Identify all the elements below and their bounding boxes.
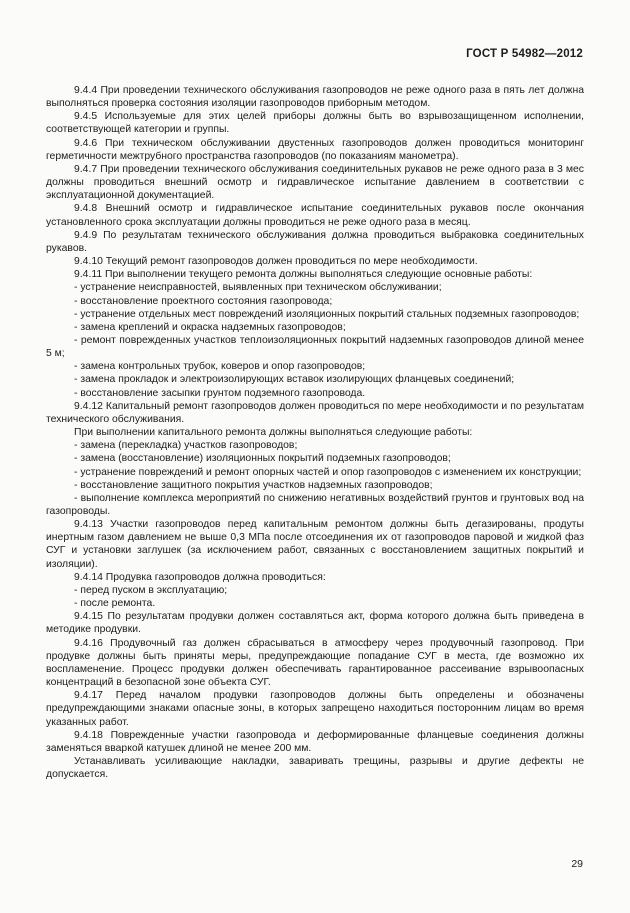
paragraph: 9.4.13 Участки газопроводов перед капитальным ремонтом должны быть дегазированы, продуты инертным газом давлением не выше 0,3 МПа после отсоединения их от газопроводов паровой и жидкой фаз СУГ и установки заглушек (за исключением работ, связанных с восстановлением защитных покрытий и изоляции). — [46, 519, 584, 570]
paragraph: 9.4.5 Используемые для этих целей приборы должны быть во взрывозащищенном исполнении, соответствующей категории и группы. — [46, 111, 584, 136]
paragraph: - замена прокладок и электроизолирующих вставок изолирующих фланцевых соединений; — [74, 374, 515, 386]
paragraph: 9.4.10 Текущий ремонт газопроводов должен проводиться по мере необходимости. — [74, 256, 478, 268]
paragraph: 9.4.17 Перед началом продувки газопроводов должны быть определены и обозначены предупреждающими знаками опасные зоны, в которых запрещено находиться посторонним лицам во время указанных работ. — [46, 690, 584, 728]
paragraph: 9.4.12 Капитальный ремонт газопроводов должен проводиться по мере необходимости и по результатам технического обслуживания. — [46, 400, 584, 425]
paragraph: - устранение неисправностей, выявленных при техническом обслуживании; — [74, 282, 442, 294]
paragraph: - восстановление засыпки грунтом подземного газопровода. — [74, 387, 366, 399]
paragraph: - перед пуском в эксплуатацию; — [74, 584, 228, 596]
paragraph: Устанавливать усиливающие накладки, заваривать трещины, разрывы и другие дефекты не допускается. — [46, 755, 584, 781]
paragraph: - замена креплений и окраска надземных газопроводов; — [74, 321, 346, 333]
paragraph: При выполнении капитального ремонта должны выполняться следующие работы: — [74, 427, 473, 439]
paragraph: - восстановление защитного покрытия участков надземных газопроводов; — [74, 479, 433, 491]
paragraph: 9.4.14 Продувка газопроводов должна проводиться: — [74, 571, 326, 583]
paragraph: 9.4.4 При проведении технического обслуживания газопроводов не реже одного раза в пять лет должна выполняться проверка состояния изоляции газопроводов приборным методом. — [46, 85, 584, 110]
paragraph: - устранение отдельных мест повреждений изоляционных покрытий стальных подземных газопроводов; — [74, 308, 580, 320]
paragraph: 9.4.16 Продувочный газ должен сбрасываться в атмосферу через продувочный газопровод. При продувке должны быть приняты меры, предупреждающие попадание СУГ в места, где возможно их воспламенение. Процесс продувки должен обеспечивать гарантированное рассеивание взрывоопасных концентраций в безопасной зоне объекта СУГ. — [46, 637, 584, 689]
paragraph: - замена контрольных трубок, коверов и опор газопроводов; — [74, 361, 366, 373]
document-body — [46, 84, 584, 781]
paragraph: 9.4.6 При техническом обслуживании двустенных газопроводов должен проводиться мониторинг герметичности межтрубного пространства газопроводов (по показаниям манометра). — [46, 137, 584, 162]
paragraph: 9.4.7 При проведении технического обслуживания соединительных рукавов не реже одного раза в 3 мес должны проводиться внешний осмотр и гидравлическое испытание давлением в соответствии с эксплуатационной документацией. — [46, 163, 584, 202]
page-number: 29 — [571, 858, 583, 870]
paragraph: - после ремонта. — [74, 598, 156, 610]
paragraph: - ремонт поврежденных участков теплоизоляционных покрытий надземных газопроводов длиной менее 5 м; — [46, 334, 584, 360]
paragraph: - замена (восстановление) изоляционных покрытий подземных газопроводов; — [74, 453, 451, 465]
paragraph: 9.4.11 При выполнении текущего ремонта должны выполняться следующие основные работы: — [74, 269, 533, 281]
paragraph: 9.4.8 Внешний осмотр и гидравлическое испытание соединительных рукавов после окончания установленного срока эксплуатации должны проводиться не реже одного раза в месяц. — [46, 203, 584, 228]
paragraph: 9.4.15 По результатам продувки должен составляться акт, форма которого должна быть приведена в методике продувки. — [46, 611, 584, 636]
paragraph: 9.4.18 Поврежденные участки газопровода и деформированные фланцевые соединения должны заменяться вваркой катушек длиной не менее 200 мм. — [46, 729, 584, 754]
paragraph: - восстановление проектного состояния газопровода; — [74, 295, 333, 307]
paragraph: - выполнение комплекса мероприятий по снижению негативных воздействий грунтов и грунтовых вод на газопроводы. — [46, 492, 584, 517]
paragraph: 9.4.9 По результатам технического обслуживания должна проводиться выбраковка соединительных рукавов. — [46, 229, 584, 254]
document-standard-id: ГОСТ Р 54982—2012 — [466, 48, 583, 60]
paragraph: - устранение повреждений и ремонт опорных частей и опор газопроводов с изменением их конструкции; — [74, 466, 582, 478]
paragraph: - замена (перекладка) участков газопроводов; — [74, 440, 298, 452]
